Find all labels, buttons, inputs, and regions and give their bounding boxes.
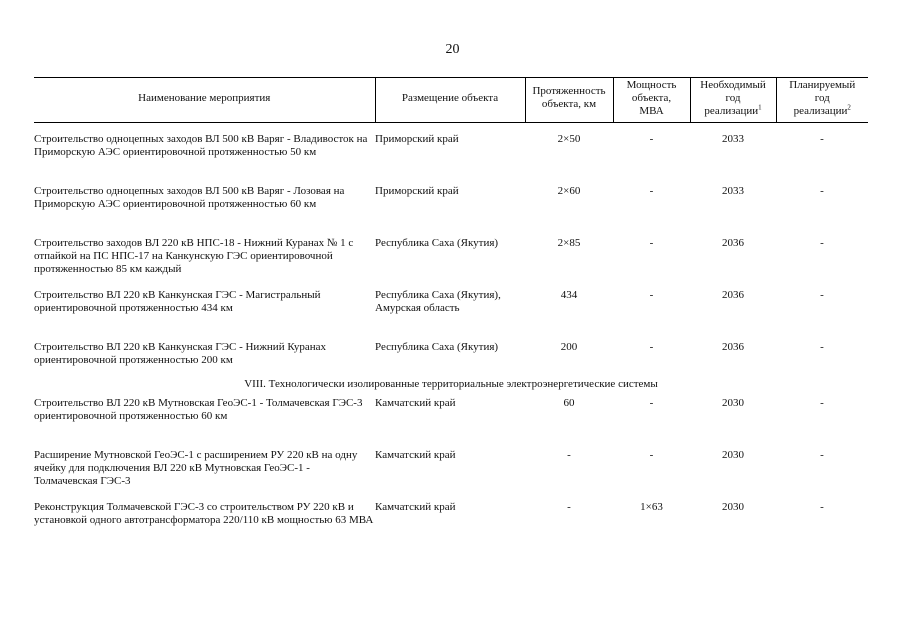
- table-row: [34, 341, 868, 375]
- cell-name: Строительство заходов ВЛ 220 кВ НПС-18 - Нижний Куранах № 1 с отпайкой на ПС НПС-17 на Канкунскую ГЭС ориентировочной протяженностью 85 км каждый: [34, 237, 354, 275]
- cell-location: Приморский край: [375, 133, 459, 145]
- cell-location: Камчатский край: [375, 449, 456, 461]
- cell-required-year: 2030: [722, 501, 744, 513]
- table-body: [34, 123, 868, 554]
- cell-length: 60: [563, 397, 575, 409]
- cell-power: 1×63: [640, 501, 663, 513]
- table-row: [34, 289, 868, 341]
- cell-location: Камчатский край: [375, 397, 456, 409]
- cell-required-year: 2030: [722, 397, 744, 409]
- cell-required-year: 2036: [722, 237, 744, 249]
- cell-planned-year: -: [820, 397, 824, 409]
- cell-location: Камчатский край: [375, 501, 456, 513]
- cell-planned-year: -: [820, 501, 824, 513]
- cell-length: 2×50: [557, 133, 581, 145]
- cell-name: Строительство одноцепных заходов ВЛ 500 кВ Варяг - Лозовая на Приморскую АЭС ориентировочной протяженностью 60 км: [34, 185, 345, 210]
- cell-power: -: [649, 133, 654, 145]
- cell-location: Республика Саха (Якутия), Амурская область: [375, 289, 501, 314]
- cell-name: Реконструкция Толмачевской ГЭС-3 со строительством РУ 220 кВ и установкой одного автотрансформатора 220/110 кВ мощностью 63 МВА: [34, 501, 374, 526]
- section-heading-row: [34, 375, 868, 397]
- cell-power: -: [649, 397, 654, 409]
- page-number: 20: [445, 42, 460, 57]
- table-row: [34, 237, 868, 289]
- cell-name: Строительство ВЛ 220 кВ Канкунская ГЭС - Нижний Куранах ориентировочной протяженностью 200 км: [34, 341, 326, 366]
- table-row: [34, 185, 868, 237]
- col-header-required-year: Необходимый год реализации$^1$: [690, 78, 776, 123]
- cell-length: -: [567, 501, 571, 513]
- cell-length: 200: [560, 341, 578, 353]
- cell-planned-year: -: [820, 449, 824, 461]
- cell-name: Расширение Мутновской ГеоЭС-1 с расширением РУ 220 кВ на одну ячейку для подключения ВЛ 220 кВ Мутновская ГеоЭС-1 - Толмачевская ГЭС-3: [34, 449, 358, 487]
- table-row: [34, 449, 868, 501]
- cell-required-year: 2033: [722, 133, 744, 145]
- col-header-planned-year: Планируемый год реализации$^2$: [789, 78, 856, 117]
- section-heading: VIII. Технологически изолированные территориальные электроэнергетические системы: [244, 378, 658, 390]
- cell-length: 2×85: [557, 237, 581, 249]
- cell-required-year: 2036: [722, 289, 744, 301]
- cell-planned-year: -: [820, 237, 824, 249]
- cell-name: Строительство одноцепных заходов ВЛ 500 кВ Варяг - Владивосток на Приморскую АЭС ориентировочной протяженностью 50 км: [34, 133, 368, 158]
- cell-length: -: [567, 449, 571, 461]
- cell-length: 2×60: [557, 185, 581, 197]
- cell-required-year: 2033: [722, 185, 744, 197]
- table-row: [34, 397, 868, 449]
- cell-power: -: [649, 341, 654, 353]
- measures-table: [34, 77, 868, 553]
- cell-required-year: 2036: [722, 341, 744, 353]
- table-row: [34, 501, 868, 553]
- cell-planned-year: -: [820, 341, 824, 353]
- cell-power: -: [649, 449, 654, 461]
- cell-location: Приморский край: [375, 185, 459, 197]
- cell-power: -: [649, 237, 654, 249]
- cell-planned-year: -: [820, 289, 824, 301]
- cell-power: -: [649, 185, 654, 197]
- cell-planned-year: -: [820, 185, 824, 197]
- col-header-power: Мощность объекта, МВА: [613, 78, 690, 123]
- cell-length: 434: [560, 289, 578, 301]
- cell-power: -: [649, 289, 654, 301]
- table-row: [34, 133, 868, 185]
- cell-location: Республика Саха (Якутия): [375, 237, 499, 249]
- cell-planned-year: -: [820, 133, 824, 145]
- cell-required-year: 2030: [722, 449, 744, 461]
- col-header-location: Размещение объекта: [375, 78, 525, 123]
- table-header: [34, 78, 868, 123]
- col-header-name: Наименование мероприятия: [34, 78, 375, 123]
- col-header-length: Протяженность объекта, км: [525, 78, 613, 123]
- cell-location: Республика Саха (Якутия): [375, 341, 499, 353]
- cell-name: Строительство ВЛ 220 кВ Канкунская ГЭС - Магистральный ориентировочной протяженностью 434 км: [34, 289, 321, 314]
- cell-name: Строительство ВЛ 220 кВ Мутновская ГеоЭС-1 - Толмачевская ГЭС-3 ориентировочной протяженностью 60 км: [34, 397, 363, 422]
